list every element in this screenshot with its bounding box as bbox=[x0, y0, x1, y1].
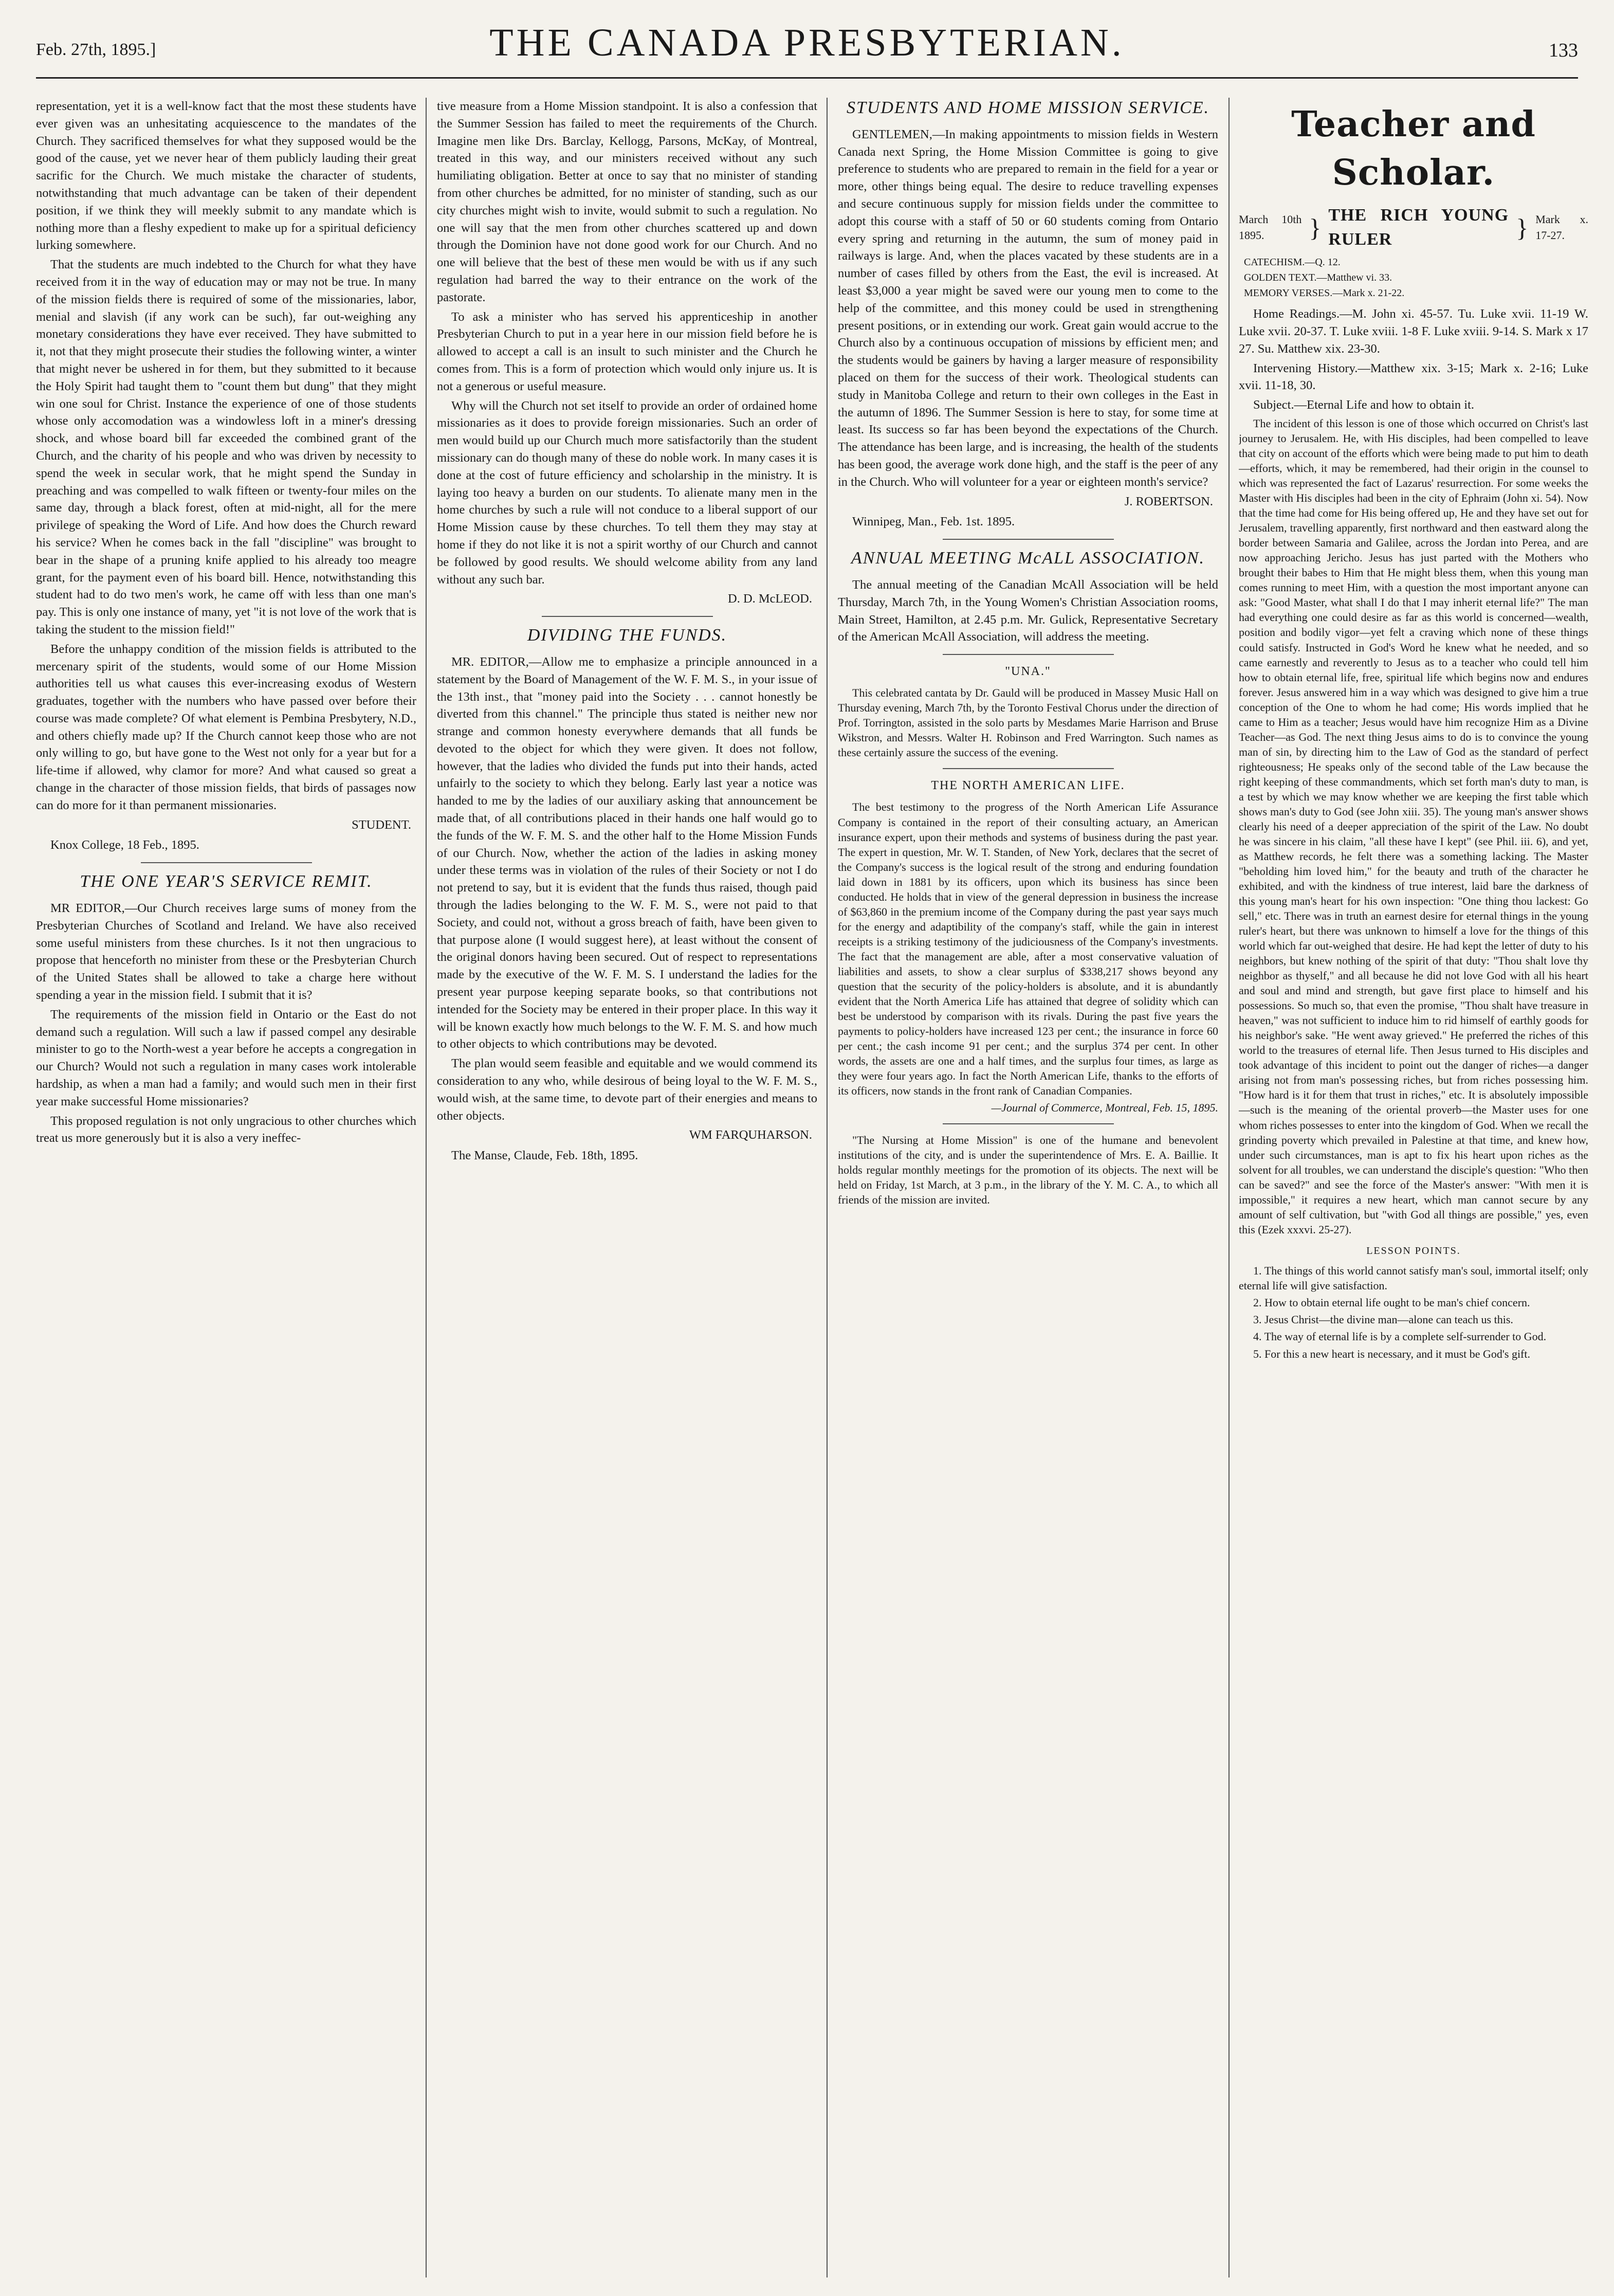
article-paragraph: MR EDITOR,—Our Church receives large sums of money from the Presbyterian Churches of Scotland and Ireland. We have also received some useful ministers from these churches. Is it not then ungracious to propose that henceforth no minister from these or the Presbyterian Church of the United States shall be allowed to take a charge here without spending a year in the mission field. I submit that it is? bbox=[36, 901, 416, 1003]
column-1 bbox=[36, 98, 416, 2283]
section-divider bbox=[943, 768, 1114, 769]
section-heading: THE NORTH AMERICAN LIFE. bbox=[931, 779, 1125, 793]
lesson-point: 1. The things of this world cannot satisfy man's soul, immortal itself; only eternal life will give satisfaction. bbox=[1239, 1264, 1588, 1292]
column-4 bbox=[1239, 98, 1588, 2283]
lesson-title: THE RICH YOUNG RULER bbox=[1328, 205, 1509, 249]
column-2 bbox=[437, 98, 817, 2283]
lesson-point: 5. For this a new heart is necessary, and it must be God's gift. bbox=[1253, 1347, 1530, 1360]
section-divider bbox=[943, 1123, 1114, 1124]
lesson-reference: Mark x. 17-27. bbox=[1535, 213, 1588, 242]
article-paragraph: That the students are much indebted to the Church for what they have received from it in the way of education may or may not be true. In many of the mission fields there is required of some of the missionaries, labor, menial and slavish (if any work can be such), far out-weighing any monetary considerations they have ever received. They have submitted to it, not that they might prosecute their studies the following winter, a winter that might never be ushered in for them, but they submitted to it because the Holy Spirit had taught them to "count them but dung" that they might win one soul for Christ. Instance the experience of one of those students whose only accomodation was a windowless loft in a miner's dressing shock, and whose board bill far exceeded the combined grant of the Church, and the charity of his people and who was driven by necessity to spend the week in secular work, that he might spend the Sunday in preaching and was compelled to walk fifteen or twenty-four miles on the same day, through a black forest, often at mid-night, all for the mere privilege of speaking the Word of Life. And how does the Church reward his service? When he comes back in the fall "discipline" was brought to bear in the shape of a pruning knife applied to his already too meagre grant, for the payment even of his board bill. Hence, notwithstanding this student had to do two men's work, he came off with less than one man's pay. This is only one instance of many, yet "it is not love of the work that is taking the student to the mission field!" bbox=[36, 258, 416, 636]
column-rule bbox=[1228, 98, 1230, 2277]
intervening-history: Intervening History.—Matthew xix. 3-15; Mark x. 2-16; Luke xvii. 11-18, 30. bbox=[1239, 361, 1588, 393]
article-paragraph: The requirements of the mission field in Ontario or the East do not demand such a regulation. Will such a law if passed compel any desirable minister to go to the North-west a year before he accepts a congregation in our Church? Would not such a regulation in many cases work intolerable hardship, as when a man had a family; and would such men in their first year make successful Home missionaries? bbox=[36, 1007, 416, 1108]
article-paragraph: To ask a minister who has served his apprenticeship in another Presbyterian Church to put in a year here in our mission field before he is allowed to accept a call is an insult to such minister and the Church he comes from. This is a form of protection which would only injure us. It is not a generous or useful measure. bbox=[437, 309, 817, 393]
golden-text-ref: GOLDEN TEXT.—Matthew vi. 33. bbox=[1244, 272, 1392, 284]
article-paragraph: Before the unhappy condition of the mission fields is attributed to the mercenary spirit of the students, would some of our Home Mission authorities tell us what causes this ever-increasing exodus of Western graduates, together with the numbers who have passed over before their course was made complete? Of what element is Pembina Presbytery, N.D., and others chiefly made up? If the Church cannot keep those who are not only willing to go, but have gone to the West not only for a year but for a life-time if allowed, why clamor for more? And what caused so great a change in the character of those mission fields, that birds of passages now can do more for it than permanent missionaries. bbox=[36, 642, 416, 812]
article-paragraph: The plan would seem feasible and equitable and we would commend its consideration to any who, while desirous of being loyal to the W. F. M. S., would wish, at the same time, to devote part of their energies and means to other objects. bbox=[437, 1056, 817, 1123]
article-paragraph: tive measure from a Home Mission standpoint. It is also a confession that the Summer Session has failed to meet the requirements of the Church. Imagine men like Drs. Barclay, Kellogg, Parsons, McKay, of Montreal, treated in this way, and our ministers received without any such humiliating obligation. Better at once to say that no minister of standing from other churches be admitted, for no minister of standing, such as our city churches might wish to invite, would submit to such a regulation. No one will say that the men from other churches scattered up and down through the Dominion have not done good work for our Church. And no one will believe that the best of these men would be with us if any such regulation had barred the way to their entrance on the work of the pastorate. bbox=[437, 99, 817, 304]
section-divider bbox=[542, 616, 713, 617]
page-header bbox=[36, 15, 1578, 79]
lesson-title-block bbox=[1239, 204, 1588, 252]
article-paragraph: The best testimony to the progress of the North American Life Assurance Company is contained in the report of their consulting actuary, an American insurance expert, upon their methods and systems of business during the past year. The expert in question, Mr. W. T. Standen, of New York, declares that the secret of the Company's success is the logical result of the strong and enduring foundation laid down in 1881 by its officers, upon which its business has since been conducted. He holds that in view of the general depression in business the increase of $63,860 in the premium income of the Company during the past year says much for the energy and adaptibility of the company's staff, while the gain in interest receipts is a striking testimony of the judiciousness of the Company's investments. The fact that the management are able, after a most conservative valuation of liabilities and assets, to show a clear surplus of $338,217 shows beyond any question that the security of the policy-holders is absolute, and it is abundantly evident that the North America Life has attained that degree of solidity which can best be understood by comparison with its rivals. During the past five years the payments to policy-holders have increased 123 per cent.; the insurance in force 60 per cent.; the cash income 91 per cent.; and the surplus 374 per cent. In other words, the assets are one and a half times, and the surplus four times, as large as they were four years ago. In fact the North American Life, thanks to the efforts of its officers, now stands in the front rank of Canadian Companies. bbox=[838, 800, 1218, 1098]
article-paragraph: "The Nursing at Home Mission" is one of the humane and benevolent institutions of the city, and is under the superintendence of Mrs. E. A. Baillie. It holds regular monthly meetings for the promotion of its objects. The next will be held on Friday, 1st March, at 3 p.m., in the library of the Y. M. C. A., to which all friends of the mission are invited. bbox=[838, 1134, 1218, 1207]
section-heading: DIVIDING THE FUNDS. bbox=[527, 626, 727, 645]
section-heading: "UNA." bbox=[1005, 665, 1051, 679]
column-3 bbox=[838, 98, 1218, 2283]
article-paragraph: The annual meeting of the Canadian McAll Association will be held Thursday, March 7th, in the Young Women's Christian Association rooms, Main Street, Hamilton, at 2.45 p.m. Mr. Gulick, Representative Secretary of the American McAll Association, will address the meeting. bbox=[838, 577, 1218, 644]
dateline: Winnipeg, Man., Feb. 1st. 1895. bbox=[852, 515, 1015, 529]
lesson-point: 3. Jesus Christ—the divine man—alone can teach us this. bbox=[1253, 1313, 1513, 1326]
section-divider bbox=[943, 654, 1114, 655]
section-divider bbox=[943, 539, 1114, 540]
home-readings: Home Readings.—M. John xi. 45-57. Tu. Luke xvii. 11-19 W. Luke xvii. 20-37. T. Luke xviii. 1-8 F. Luke xviii. 9-14. S. Mark x 17 27. Su. Matthew xix. 23-30. bbox=[1239, 307, 1588, 356]
section-heading: ANNUAL MEETING McALL ASSOCIATION. bbox=[851, 549, 1205, 568]
article-source: —Journal of Commerce, Montreal, Feb. 15, 1895. bbox=[991, 1101, 1218, 1115]
lesson-points-heading: LESSON POINTS. bbox=[1366, 1245, 1461, 1256]
lesson-date: March 10th 1895. bbox=[1239, 213, 1302, 242]
brace-glyph: } bbox=[1309, 213, 1322, 242]
lesson-point: 4. The way of eternal life is by a complete self-surrender to God. bbox=[1253, 1330, 1547, 1343]
lesson-subject: Subject.—Eternal Life and how to obtain it. bbox=[1253, 398, 1475, 412]
signature: STUDENT. bbox=[352, 817, 411, 832]
article-paragraph: MR. EDITOR,—Allow me to emphasize a principle announced in a statement by the Board of Management of the W. F. M. S., in your issue of the 13th inst., that "money paid into the Society . . . cannot honestly be diverted from this channel." The principle thus stated is neither new nor strange and common honesty everywhere demands that all funds be devoted to the object for which they were given. It does not follow, however, that the ladies who divided the funds put into their hands, acted unfairly to the society to which they belong. Early last year a notice was handed to me by the ladies of our auxiliary asking that announcement be made that, of all contributions placed in their hands one half would go to the funds of the W. F. M. S. and the other half to the Home Mission Funds of our Church. Now, whether the action of the ladies in asking money under these terms was in violation of the rules of their Society or not I do not pretend to say, but it is evident that the funds thus raised, though paid through the ladies belonging to the W. F. M. S., were not paid to that Society, and could not, without a gross breach of faith, have been given to that purpose alone (I would suggest here), at least without the consent of the original donors having been secured. Out of respect to representations made by the executive of the W. F. M. S. I understand the ladies for the present year purpose keeping separate books, so that contributions not intended for the Society may be entered in their proper place. In this way it will be known exactly how much belongs to the W. F. M. S. and how much to other objects to which contributions may be devoted. bbox=[437, 654, 817, 1051]
article-paragraph: This proposed regulation is not only ungracious to other churches which treat us more generously but it is also a very ineffec- bbox=[36, 1114, 416, 1145]
article-paragraph: representation, yet it is a well-know fact that the most these students have ever given was an unhesitating acquiescence to the mandates of the Church. They sacrificed themselves for what they supposed would be the good of the cause, yet we never hear of them publicly lauding their great sacrific for the Church. We much mistake the character of students, notwithstanding that much advantage can be taken of their dependent position, if we think they will meekly submit to any mandate which is nothing more than a fleshy expedient to make up for a spiritual deficiency lurking somewhere. bbox=[36, 99, 416, 252]
lesson-point: 2. How to obtain eternal life ought to be man's chief concern. bbox=[1253, 1296, 1530, 1309]
section-heading: THE ONE YEAR'S SERVICE REMIT. bbox=[80, 872, 373, 891]
signature: J. ROBERTSON. bbox=[1124, 494, 1213, 508]
page-number: 133 bbox=[1549, 40, 1578, 61]
article-paragraph: This celebrated cantata by Dr. Gauld will be produced in Massey Music Hall on Thursday evening, March 7th, by the Toronto Festival Chorus under the direction of Prof. Torrington, assisted in the solo parts by Mesdames Marie Harrison and Bruse Wikstron, and Messrs. Walter H. Robinson and Fred Warrington. Such names as these certainly assure the success of the evening. bbox=[838, 686, 1218, 759]
section-heading: STUDENTS AND HOME MISSION SERVICE. bbox=[846, 98, 1210, 117]
section-divider bbox=[141, 862, 312, 863]
memory-verses-ref: MEMORY VERSES.—Mark x. 21-22. bbox=[1244, 287, 1405, 299]
dateline: The Manse, Claude, Feb. 18th, 1895. bbox=[451, 1149, 638, 1163]
article-paragraph: Why will the Church not set itself to provide an order of ordained home missionaries as it does to provide foreign missionaries. Such an order of men would build up our Church much more satisfactorily than the student missionary can do though many of these do noble work. In many cases it is done at the cost of future efficiency and scholarship in the ministry. It is laying too heavy a burden on our students. To alienate many men in the home churches by such a rule will not conduce to a liberal support of our Home Mission cause by these churches. To tell them they may stay at home if they do not like it is not a spirit worthy of our Church and cannot be followed by good results. We should welcome ability from any land without any such bar. bbox=[437, 398, 817, 587]
column-rule bbox=[426, 98, 427, 2277]
signature: D. D. McLEOD. bbox=[728, 592, 812, 606]
catechism-ref: CATECHISM.—Q. 12. bbox=[1244, 257, 1341, 268]
signature: WM FARQUHARSON. bbox=[689, 1128, 812, 1142]
dateline: Knox College, 18 Feb., 1895. bbox=[50, 838, 199, 852]
article-paragraph: The incident of this lesson is one of those which occurred on Christ's last journey to Jerusalem. He, with His disciples, had been compelled to leave that city on account of the efforts which were being made to put him to death—efforts, which, it may be remembered, had their origin in the counsel to which was represented the fact of Lazarus' resurrection. For some weeks the Master with His disciples had been in the city of Ephraim (John xi. 54). Now that the time had come for His being offered up, He and they have set out for Jerusalem, travelling apparently, first northward and then eastward along the border between Samaria and Galilee, across the Jordan into Perea, and are now approaching Jericho. Jesus has just parted with the Mothers who brought their babes to Him that He might bless them, when this young man comes running to meet Him, with a question the most important anyone can ask: "Good Master, what shall I do that I may inherit eternal life?" The man had everything one could desire as far as this world is concerned—wealth, position and bodily vigor—yet felt a craving which none of these things could satisfy. Instructed in God's Word he knew what he needed, and so came earnestly and reverently to Jesus as to a teacher who could tell him how to obtain eternal life, free, spiritual life which begins now and endures forever. Jesus answered him in a way which was designed to give him a true conception of the One to whom he had come; His words implied that he came to Him as a teacher; Jesus would have him recognize Him as a Divine Teacher—as God. The next thing Jesus aims to do is to convince the young man of sin, by directing him to the Law of God as the standard of perfect righteousness; He speaks only of the second table of the Law because the right keeping of these commandments, which set forth man's duty to man, is a test by which we may know whether we are keeping the first table which shows man's duty to God (see John xiii. 35). The young man's answer shows clearly his need of a deeper appreciation of the spirit of the Law. No doubt he was sincere in his claim, "all these have I kept" (see Phil. iii. 6), and yet, as Matthew records, he felt there was a something lacking. The Master "beholding him loved him," for the beauty and truth of the character he exhibited, and with the kindness of true interest, laid bare the darkness of this young man's heart for his own inspection: "One thing thou lackest: Go sell," etc. There was in truth an earnest desire for eternal things in the young ruler's heart, but there was unknown to himself a love for the things of this world which far out-weighed that desire. He had kept the letter of duty to his neighbors, but knew nothing of the spirit of that duty: "Thou shalt love thy neighbor as thyself," and all because he did not love God with all his heart and soul and mind and strength, but gave first place to himself and his possessions. So much so, that even the promise, "Thou shalt have treasure in heaven," was not sufficient to induce him to rid himself of earthly goods for his neighbor's sake. "He went away grieved." He preferred the riches of this world to the treasures of eternal life. Then Jesus turned to His disciples and took advantage of this incident to point out the danger of riches—a danger arising not from man's possessing riches, but from riches possessing him. "How hard is it for them that trust in riches," etc. It is absolutely impossible—such is the meaning of the oriental proverb—the Master uses for one whom riches possesses to enter into the kingdom of God. When we recall the grinding poverty which prevailed in Palestine at that time, and knew how, under such circumstances, man is apt to fix his heart upon riches as the solvent for all troubles, we can understand the disciple's question: "Who then can be saved?" and see the force of the Master's answer: "With men it is impossible," it requires a new heart, which man cannot secure by any amount of self cultivation, but "with God all things are possible," yes, even this (Ezek xxxvi. 25-27). bbox=[1239, 417, 1588, 1236]
article-paragraph: GENTLEMEN,—In making appointments to mission fields in Western Canada next Spring, the Home Mission Committee is going to give preference to students who are prepared to remain in the field for a year or more, other things being equal. The desire to reduce travelling expenses and secure continuous supply for mission fields under the committee to adopt this course with a staff of 50 or 60 students coming from Ontario every spring and returning in the autumn, the sum of money paid in railways is large. And, when the places vacated by these students are in a number of cases filled by others from the East, the evil is increased. At least $3,000 a year might be saved were our young men to come to the help of the committee, and this money could be used in strengthening present positions, or in extending our work. Great gain would accrue to the Church also by a continuous occupation of missions by efficient men; and the students would be gainers by having a larger measure of responsibility placed on them for the success of their work. Theological students can study in Manitoba College and return to their own colleges in the East in the autumn of 1896. The Summer Session is here to stay, for some time at least. Its success so far has been beyond the expectations of the Church. The attendance has been large, and is increasing, the health of the students has been good, the average work done high, and the staff is the peer of any in the Church. Who will volunteer for a year or eighteen month's service? bbox=[838, 127, 1218, 489]
brace-glyph: } bbox=[1516, 213, 1529, 242]
issue-date: Feb. 27th, 1895.] bbox=[36, 40, 156, 59]
section-masthead: Teacher and Scholar. bbox=[1291, 104, 1536, 193]
newspaper-title: THE CANADA PRESBYTERIAN. bbox=[489, 21, 1125, 64]
column-rule bbox=[827, 98, 828, 2277]
